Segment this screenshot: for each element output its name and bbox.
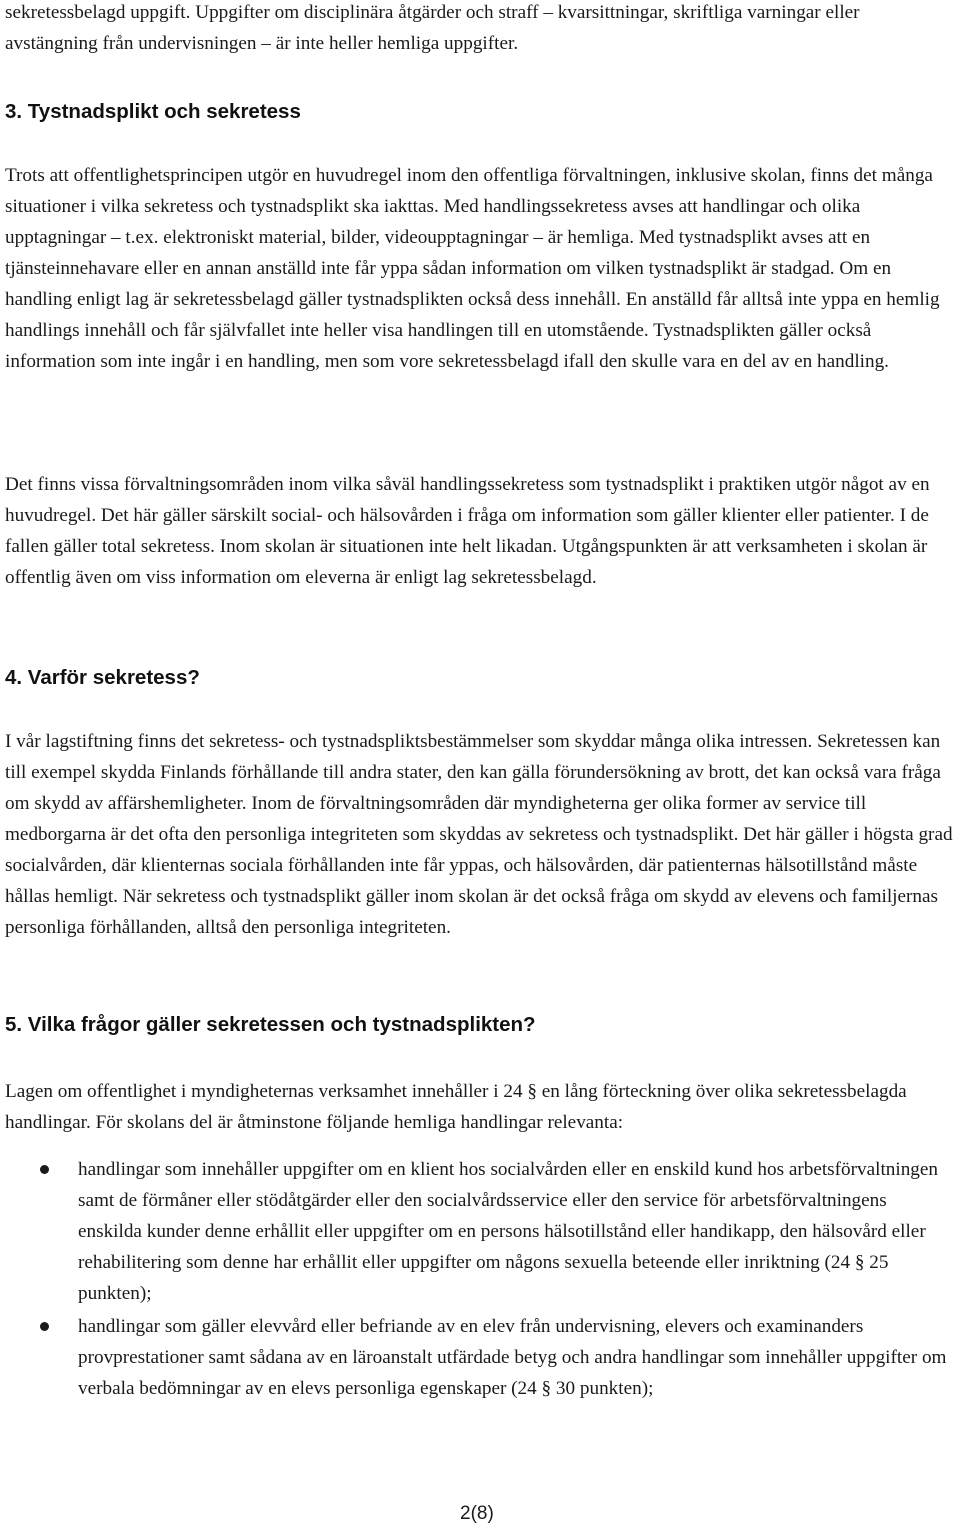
list-item: [5, 1311, 955, 1404]
bullet-icon: [40, 1165, 49, 1174]
section-5-paragraph-1: Lagen om offentlighet i myndigheternas verksamhet innehåller i 24 § en lång förteckning över olika sekretessbelagda handlingar. För skolans del är åtminstone följande hemliga handlingar relevanta:: [5, 1081, 907, 1133]
section-3-heading: 3. Tystnadsplikt och sekretess: [5, 100, 301, 123]
section-3-paragraph-1: Trots att offentlighetsprincipen utgör en huvudregel inom den offentliga förvaltningen, inklusive skolan, finns det många situationer i vilka sekretess och tystnadsplikt ska iakttas. Med handlingssekretess avses att handlingar och olika upptagningar – t.ex. elektroniskt material, bilder, videoupptagningar – är hemliga. Med tystnadsplikt avses att en tjänsteinnehavare eller en annan anställd inte får yppa sådan information om vilken tystnadsplikt är stadgad. Om en handling enligt lag är sekretessbelagd gäller tystnadsplikten också dess innehåll. En anställd får alltså inte yppa en hemlig handlings innehåll och får självfallet inte heller visa handlingen till en utomstående. Tystnadsplikten gäller också information som inte ingår i en handling, men som vore sekretessbelagd ifall den skulle vara en del av en handling.: [5, 165, 940, 372]
section-3-paragraph-2: Det finns vissa förvaltningsområden inom vilka såväl handlingssekretess som tystnadsplikt i praktiken utgör något av en huvudregel. Det här gäller särskilt social- och hälsovården i fråga om information som gäller klienter eller patienter. I de fallen gäller total sekretess. Inom skolan är situationen inte helt likadan. Utgångspunkten är att verksamheten i skolan är offentlig även om viss information om eleverna är enligt lag sekretessbelagd.: [5, 474, 930, 588]
bullet-list-item-2-container: [5, 1311, 955, 1404]
section-5-heading: 5. Vilka frågor gäller sekretessen och tystnadsplikten?: [5, 1013, 536, 1036]
bullet-icon: [40, 1322, 49, 1331]
page-number: 2(8): [460, 1503, 494, 1524]
section-4-heading: 4. Varför sekretess?: [5, 666, 200, 689]
list-item-text: handlingar som innehåller uppgifter om en klient hos socialvården eller en enskild kund hos arbetsförvaltningen samt de förmåner eller stödåtgärder eller den socialvårdsservice eller den service för arbetsförvaltningens enskilda kunder denne erhållit eller uppgifter om en persons hälsotillstånd eller handikapp, den hälsovård eller rehabilitering som denne har erhållit eller uppgifter om någons sexuella beteende eller inriktning (24 § 25 punkten);: [78, 1159, 939, 1304]
bullet-list-item-1-container: [5, 1154, 955, 1309]
list-item-text: handlingar som gäller elevvård eller befriande av en elev från undervisning, elevers och examinanders provprestationer samt sådana av en läroanstalt utfärdade betyg och andra handlingar som innehåller uppgifter om verbala bedömningar av en elevs personliga egenskaper (24 § 30 punkten);: [78, 1316, 947, 1399]
section-4-paragraph-1: I vår lagstiftning finns det sekretess- och tystnadspliktsbestämmelser som skyddar många olika intressen. Sekretessen kan till exempel skydda Finlands förhållande till andra stater, den kan gälla förundersökning av brott, det kan också vara fråga om skydd av affärshemligheter. Inom de förvaltningsområden där myndigheterna ger olika former av service till medborgarna är det ofta den personliga integriteten som skyddas av sekretess och tystnadsplikt. Det här gäller i högsta grad socialvården, där klienternas sociala förhållanden inte får yppas, och hälsovården, där patienternas hälsotillstånd måste hållas hemligt. När sekretess och tystnadsplikt gäller inom skolan är det också fråga om skydd av elevens och familjernas personliga förhållanden, alltså den personliga integriteten.: [5, 731, 953, 938]
intro-paragraph: sekretessbelagd uppgift. Uppgifter om disciplinära åtgärder och straff – kvarsittningar, skriftliga varningar eller avstängning från undervisningen – är inte heller hemliga uppgifter.: [5, 2, 860, 54]
list-item: [5, 1154, 955, 1309]
